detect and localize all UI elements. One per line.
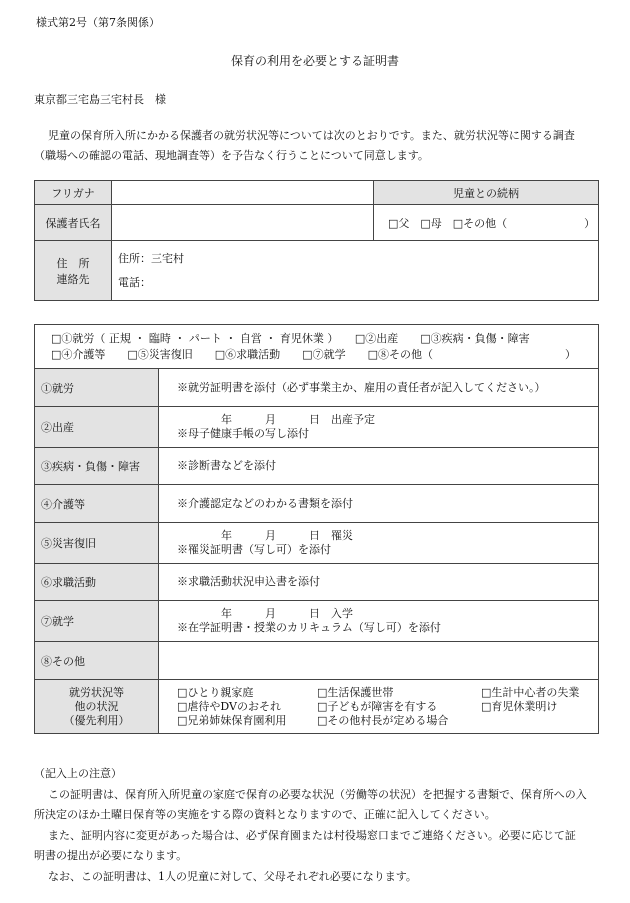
reason-row-label: ④介護等	[35, 485, 159, 523]
reason-row-detail	[159, 448, 599, 485]
priority-label-line: 就労状況等	[69, 685, 124, 699]
form-number: 様式第2号（第7条関係）	[36, 16, 160, 29]
reason-other-field[interactable]	[159, 642, 599, 680]
priority-option[interactable]: □虐待やDVのおそれ	[177, 699, 281, 713]
reason-row-label: ⑤災害復旧	[35, 523, 159, 564]
address-value: 住所：三宅村	[118, 251, 184, 265]
reason-row-detail[interactable]	[159, 601, 599, 642]
address-label	[35, 241, 112, 301]
reason-row-detail	[159, 485, 599, 523]
priority-label	[35, 680, 159, 734]
guardian-name-field[interactable]	[112, 205, 374, 241]
furigana-label: フリガナ	[35, 181, 112, 205]
notes-line: この証明書は、保育所入所児童の家庭で保育の必要な状況（労働等の状況）を把握する書類で、保育所への入	[48, 788, 587, 801]
reason-detail-line: ※在学証明書・授業のカリキュラム（写し可）を添付	[177, 621, 441, 634]
priority-label-line: 他の状況	[74, 699, 119, 713]
reason-row-label: ⑥求職活動	[35, 564, 159, 601]
notes-line: また、証明内容に変更があった場合は、必ず保育園または村役場窓口までご連絡ください。必要に応じて証	[48, 829, 576, 842]
reason-row-detail	[159, 564, 599, 601]
reason-detail-line: ※母子健康手帳の写し添付	[177, 427, 309, 440]
intro-line-1: 児童の保育所入所にかかる保護者の就労状況等については次のとおりです。また、就労状況等に関する調査	[48, 129, 575, 142]
reason-table	[34, 324, 599, 734]
address-label-line-1: 住 所	[56, 256, 90, 270]
address-field[interactable]	[112, 241, 599, 301]
priority-option[interactable]: □ひとり親家庭	[177, 685, 254, 699]
reason-checkbox-line-1[interactable]: □①就労（ 正規 ・ 臨時 ・ パート ・ 自営 ・ 育児休業 ） □②出産 □③疾病・負傷・障害	[51, 331, 530, 345]
reason-row-label: ③疾病・負傷・障害	[35, 448, 159, 485]
document-title: 保育の利用を必要とする証明書	[230, 54, 399, 68]
reason-detail-line: 年 月 日 出産予定	[177, 413, 375, 426]
reason-row-label: ①就労	[35, 369, 159, 407]
addressee: 東京都三宅島三宅村長 様	[34, 93, 166, 106]
priority-option[interactable]: □その他村長が定める場合	[317, 713, 449, 727]
reason-detail-line: ※求職活動状況申込書を添付	[177, 575, 320, 588]
relation-header: 児童との続柄	[374, 181, 599, 205]
reason-row-label: ⑧その他	[35, 642, 159, 680]
guardian-name-label: 保護者氏名	[35, 205, 112, 241]
reason-row-detail[interactable]	[159, 407, 599, 448]
priority-label-line: （優先利用）	[63, 713, 130, 727]
phone-value: 電話：	[118, 275, 151, 289]
priority-option[interactable]: □子どもが障害を有する	[317, 699, 438, 713]
priority-options	[159, 680, 599, 734]
reason-row-detail[interactable]	[159, 523, 599, 564]
notes-heading: （記入上の注意）	[34, 767, 122, 780]
intro-line-2: （職場への確認の電話、現地調査等）を予告なく行うことについて同意します。	[34, 149, 429, 162]
address-label-line-2: 連絡先	[56, 272, 90, 286]
priority-option[interactable]: □生活保護世帯	[317, 685, 394, 699]
priority-option[interactable]: □育児休業明け	[481, 699, 558, 713]
reason-row-detail	[159, 369, 599, 407]
reason-detail-line: ※診断書などを添付	[177, 459, 276, 472]
reason-checkbox-line-2[interactable]: □④介護等 □⑤災害復旧 □⑥求職活動 □⑦就学 □⑧その他（ ）	[51, 347, 576, 361]
priority-option[interactable]: □兄弟姉妹保育園利用	[177, 713, 287, 727]
reason-row-label: ⑦就学	[35, 601, 159, 642]
notes-line: 明書の提出が必要になります。	[34, 849, 188, 862]
priority-option[interactable]: □生計中心者の失業	[481, 685, 580, 699]
reason-detail-line: ※罹災証明書（写し可）を添付	[177, 543, 331, 556]
notes-line: 所決定のほか土曜日保育等の実施をする際の資料となりますので、正確に記入してください。	[34, 808, 496, 821]
guardian-table	[34, 180, 599, 301]
reason-detail-line: ※介護認定などのわかる書類を添付	[177, 496, 353, 510]
reason-checkboxes[interactable]	[35, 325, 599, 369]
furigana-field[interactable]	[112, 181, 374, 205]
reason-row-label: ②出産	[35, 407, 159, 448]
reason-detail-line: 年 月 日 入学	[177, 607, 353, 620]
reason-detail-line: 年 月 日 罹災	[177, 529, 353, 542]
relation-options[interactable]: □父 □母 □その他（ ）	[374, 205, 599, 241]
notes-line: なお、この証明書は、1人の児童に対して、父母それぞれ必要になります。	[48, 870, 417, 883]
reason-detail-line: ※就労証明書を添付（必ず事業主か、雇用の責任者が記入してください。）	[177, 380, 546, 394]
